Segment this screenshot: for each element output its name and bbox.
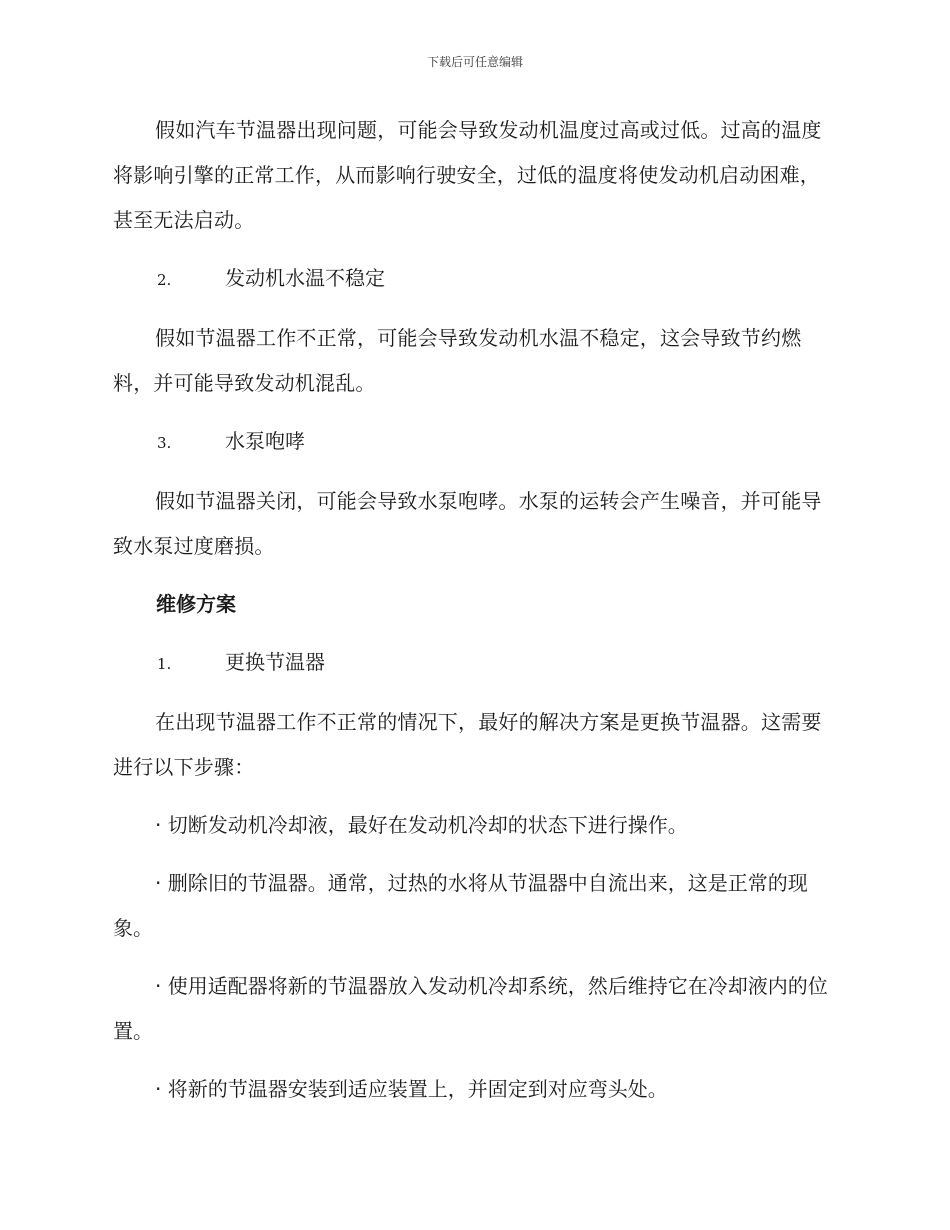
bullet-item: · 切断发动机冷却液，最好在发动机冷却的状态下进行操作。 — [155, 813, 688, 837]
list-item-replace — [113, 640, 833, 687]
document-body — [113, 108, 833, 1112]
list-number: 1. — [157, 655, 172, 673]
list-title: 发动机水温不稳定 — [225, 266, 385, 290]
list-title: 更换节温器 — [225, 650, 325, 674]
list-number: 2. — [157, 271, 172, 289]
page-header: 下载后可任意编辑 — [426, 55, 523, 69]
bullet-item: · 使用适配器将新的节温器放入发动机冷却系统，然后维持它在冷却液内的位置。 — [113, 974, 828, 1043]
bullet-item: · 将新的节温器安装到适应装置上，并固定到对应弯头处。 — [155, 1077, 668, 1101]
list-title: 水泵咆哮 — [225, 429, 305, 453]
bullet-item: · 删除旧的节温器。通常，过热的水将从节温器中自流出来，这是正常的现象。 — [113, 871, 808, 940]
paragraph-overheat: 假如汽车节温器出现问题，可能会导致发动机温度过高或过低。过高的温度将影响引擎的正常工作，从而影响行驶安全，过低的温度将使发动机启动困难，甚至无法启动。 — [113, 118, 822, 232]
paragraph-replace: 在出现节温器工作不正常的情况下，最好的解决方案是更换节温器。这需要进行以下步骤： — [113, 710, 822, 779]
list-number: 3. — [157, 434, 172, 452]
paragraph-water-temp: 假如节温器工作不正常，可能会导致发动机水温不稳定，这会导致节约燃料，并可能导致发动机混乱。 — [113, 326, 802, 395]
list-item-pump — [113, 419, 833, 466]
section-heading: 维修方案 — [156, 592, 236, 616]
paragraph-pump: 假如节温器关闭，可能会导致水泵咆哮。水泵的运转会产生噪音，并可能导致水泵过度磨损。 — [113, 489, 822, 558]
list-item-water-temp — [113, 256, 833, 303]
